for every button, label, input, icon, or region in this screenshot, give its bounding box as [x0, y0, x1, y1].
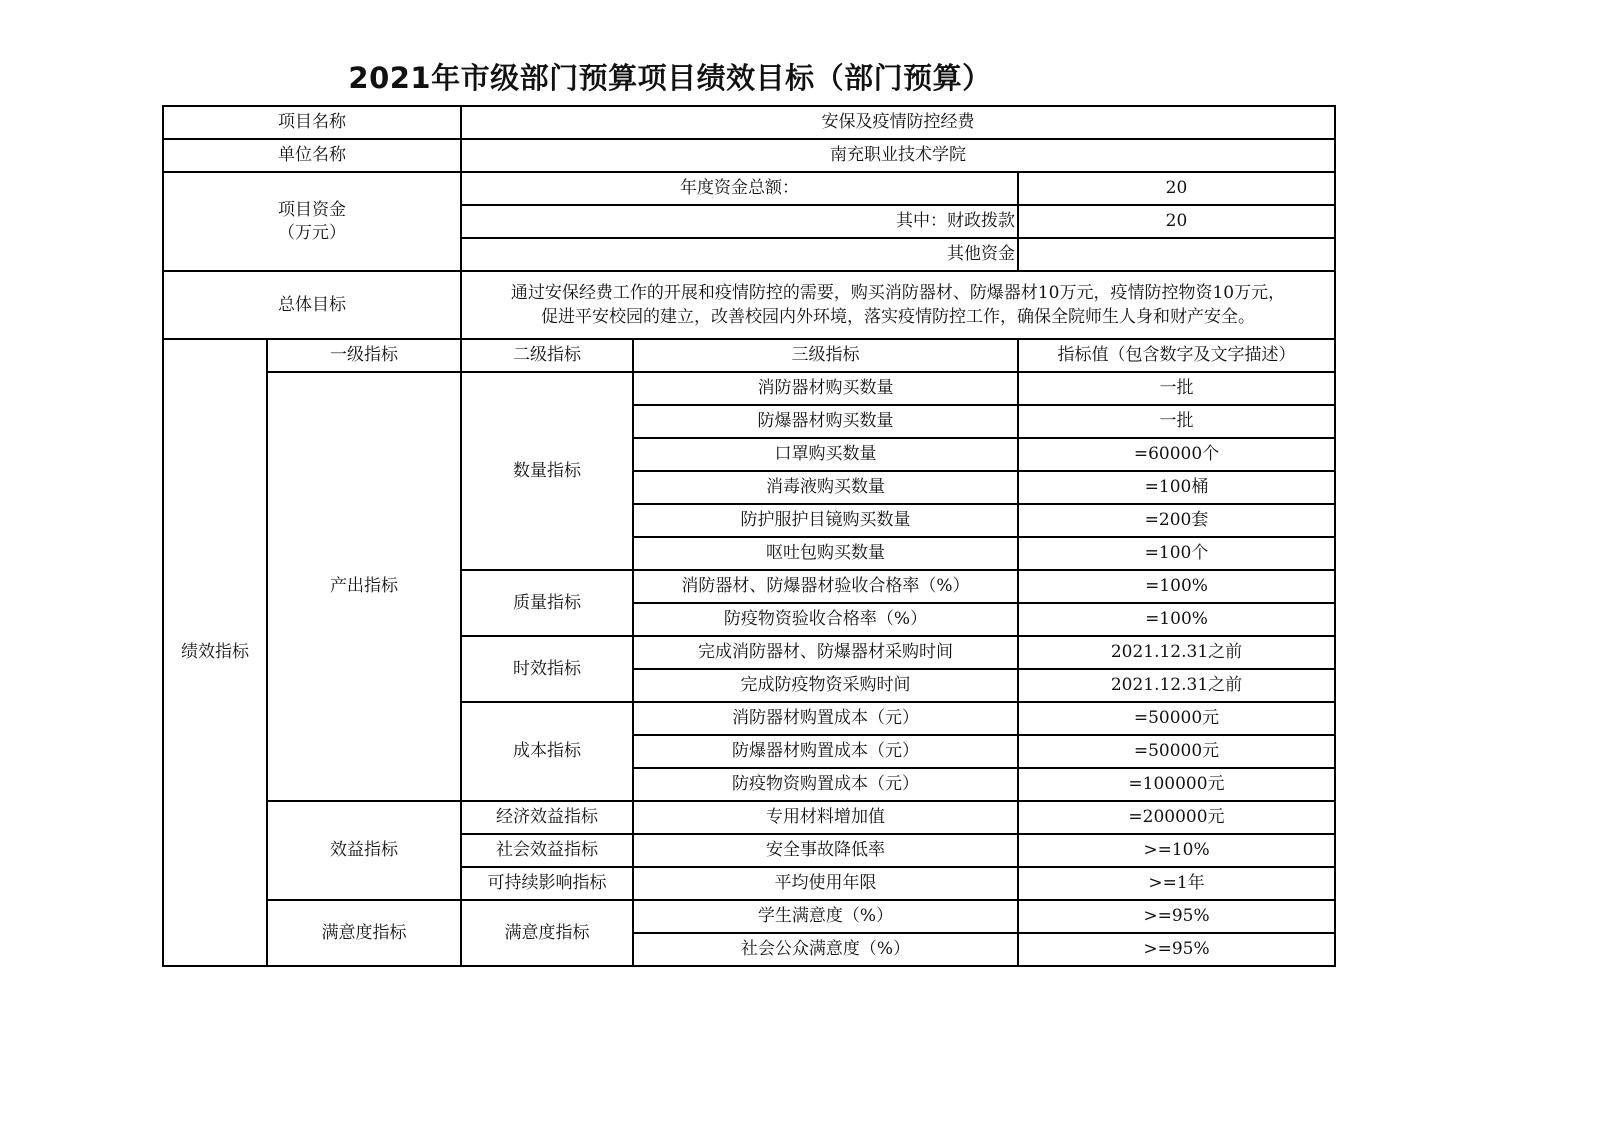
table-row	[163, 372, 1335, 405]
table-row	[163, 139, 1335, 172]
indicator-value: 一批	[1018, 372, 1335, 405]
indicator-name: 呕吐包购买数量	[633, 537, 1018, 570]
indicator-name: 学生满意度（%）	[633, 900, 1018, 933]
project-funds-label	[163, 172, 461, 271]
level1-output: 产出指标	[267, 372, 461, 801]
performance-target-table	[162, 105, 1336, 967]
header-level2: 二级指标	[461, 339, 633, 372]
level2-satisfaction: 满意度指标	[461, 900, 633, 966]
indicator-value: =50000元	[1018, 702, 1335, 735]
indicator-value: =60000个	[1018, 438, 1335, 471]
unit-name-value: 南充职业技术学院	[461, 139, 1335, 172]
indicator-value: =100个	[1018, 537, 1335, 570]
indicator-name: 平均使用年限	[633, 867, 1018, 900]
indicator-name: 消毒液购买数量	[633, 471, 1018, 504]
indicator-name: 口罩购买数量	[633, 438, 1018, 471]
other-funds-value	[1018, 238, 1335, 271]
table-row	[163, 801, 1335, 834]
project-funds-label-line2: （万元）	[278, 222, 346, 243]
unit-name-label: 单位名称	[163, 139, 461, 172]
table-row	[163, 106, 1335, 139]
annual-total-value: 20	[1018, 172, 1335, 205]
level2-economic-benefit: 经济效益指标	[461, 801, 633, 834]
indicator-value: >=95%	[1018, 900, 1335, 933]
indicator-value: >=95%	[1018, 933, 1335, 966]
indicator-value: =100%	[1018, 603, 1335, 636]
other-funds-label: 其他资金	[461, 238, 1018, 271]
indicator-name: 防疫物资购置成本（元）	[633, 768, 1018, 801]
indicator-name: 社会公众满意度（%）	[633, 933, 1018, 966]
level1-satisfaction: 满意度指标	[267, 900, 461, 966]
indicator-value: 一批	[1018, 405, 1335, 438]
indicator-name: 消防器材购置成本（元）	[633, 702, 1018, 735]
level2-quality: 质量指标	[461, 570, 633, 636]
annual-total-label: 年度资金总额：	[461, 172, 1018, 205]
page-title: 2021年市级部门预算项目绩效目标（部门预算）	[348, 61, 992, 95]
project-name-label: 项目名称	[163, 106, 461, 139]
project-name-value: 安保及疫情防控经费	[461, 106, 1335, 139]
indicator-name: 消防器材购买数量	[633, 372, 1018, 405]
project-funds-label-line1: 项目资金	[278, 199, 346, 220]
level1-benefit: 效益指标	[267, 801, 461, 900]
overall-goal-text	[461, 271, 1335, 339]
indicator-name: 防爆器材购置成本（元）	[633, 735, 1018, 768]
indicator-name: 专用材料增加值	[633, 801, 1018, 834]
header-level1: 一级指标	[267, 339, 461, 372]
indicator-value: >=1年	[1018, 867, 1335, 900]
table-row	[163, 271, 1335, 339]
indicator-value: 2021.12.31之前	[1018, 636, 1335, 669]
indicator-value: =50000元	[1018, 735, 1335, 768]
indicator-name: 安全事故降低率	[633, 834, 1018, 867]
indicator-name: 防爆器材购买数量	[633, 405, 1018, 438]
level2-social-benefit: 社会效益指标	[461, 834, 633, 867]
indicator-name: 完成消防器材、防爆器材采购时间	[633, 636, 1018, 669]
table-row	[163, 900, 1335, 933]
fiscal-allocation-value: 20	[1018, 205, 1335, 238]
level2-cost: 成本指标	[461, 702, 633, 801]
indicator-name: 防护服护目镜购买数量	[633, 504, 1018, 537]
indicator-name: 防疫物资验收合格率（%）	[633, 603, 1018, 636]
overall-goal-label: 总体目标	[163, 271, 461, 339]
header-indicator-value: 指标值（包含数字及文字描述）	[1018, 339, 1335, 372]
header-level3: 三级指标	[633, 339, 1018, 372]
fiscal-allocation-label: 其中：财政拨款	[461, 205, 1018, 238]
indicator-value: >=10%	[1018, 834, 1335, 867]
level2-quantity: 数量指标	[461, 372, 633, 570]
indicator-value: =100桶	[1018, 471, 1335, 504]
level2-sustainable-impact: 可持续影响指标	[461, 867, 633, 900]
indicator-value: =200套	[1018, 504, 1335, 537]
level2-timeliness: 时效指标	[461, 636, 633, 702]
indicator-name: 完成防疫物资采购时间	[633, 669, 1018, 702]
indicator-value: 2021.12.31之前	[1018, 669, 1335, 702]
indicator-value: =200000元	[1018, 801, 1335, 834]
overall-goal-line1: 通过安保经费工作的开展和疫情防控的需要，购买消防器材、防爆器材10万元，疫情防控物资10万元，	[510, 283, 1286, 303]
performance-indicators-label: 绩效指标	[163, 339, 267, 966]
indicator-value: =100000元	[1018, 768, 1335, 801]
overall-goal-line2: 促进平安校园的建立，改善校园内外环境，落实疫情防控工作，确保全院师生人身和财产安全。	[541, 307, 1255, 327]
indicator-name: 消防器材、防爆器材验收合格率（%）	[633, 570, 1018, 603]
indicator-value: =100%	[1018, 570, 1335, 603]
table-row	[163, 172, 1335, 205]
table-row	[163, 339, 1335, 372]
